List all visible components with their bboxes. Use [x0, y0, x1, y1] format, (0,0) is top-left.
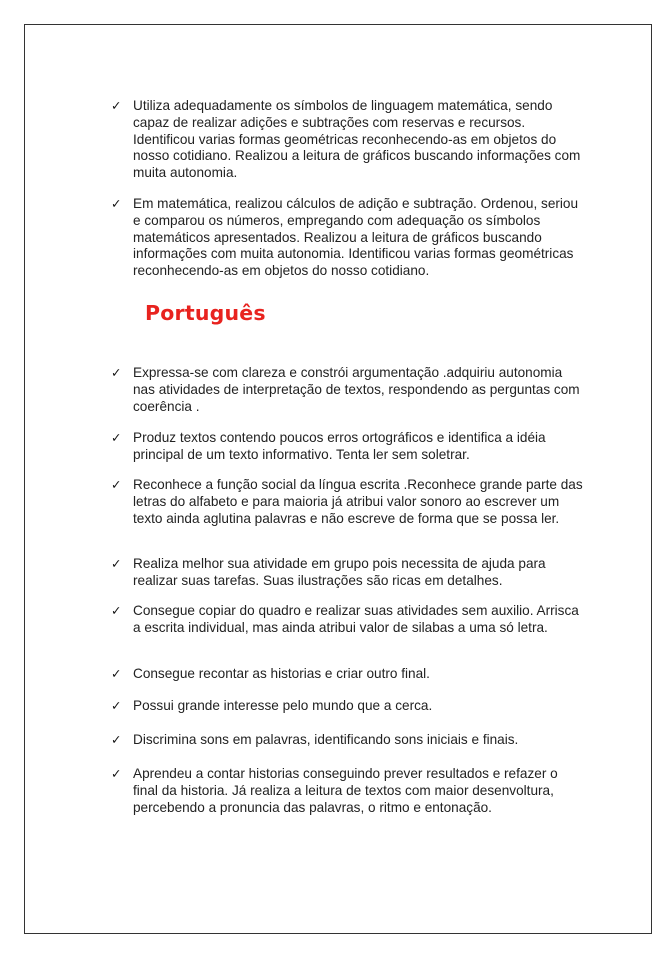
list-item-text: Expressa-se com clareza e constrói argumentação .adquiriu autonomia nas atividades de interpretação de textos, respondendo as perguntas com coerência . — [133, 365, 580, 414]
checkmark-icon: ✓ — [111, 603, 122, 618]
list-item — [111, 603, 583, 637]
document-page — [24, 24, 652, 934]
list-item-text: Realiza melhor sua atividade em grupo pois necessita de ajuda para realizar suas tarefas. Suas ilustrações são ricas em detalhes. — [133, 556, 546, 588]
list-item — [111, 196, 583, 280]
list-item — [111, 556, 583, 590]
checkmark-icon: ✓ — [111, 666, 122, 681]
checkmark-icon: ✓ — [111, 430, 122, 445]
checkmark-icon: ✓ — [111, 98, 122, 113]
checkmark-icon: ✓ — [111, 766, 122, 781]
list-item-text: Consegue copiar do quadro e realizar suas atividades sem auxilio. Arrisca a escrita individual, mas ainda atribui valor de silabas a uma só letra. — [133, 603, 579, 635]
list-item — [111, 477, 583, 527]
list-item-text: Utiliza adequadamente os símbolos de linguagem matemática, sendo capaz de realizar adições e subtrações com reservas e recursos. Identificou varias formas geométricas reconhecendo-as em objetos do nosso cotidiano. Realizou a leitura de gráficos buscando informações com muita autonomia. — [133, 98, 581, 181]
list-item-text: Consegue recontar as historias e criar outro final. — [133, 666, 430, 681]
list-item-text: Possui grande interesse pelo mundo que a cerca. — [133, 698, 433, 713]
list-item-text: Reconhece a função social da língua escrita .Reconhece grande parte das letras do alfabeto e para maioria já atribui valor sonoro ao escrever um texto ainda aglutina palavras e não escreve de forma que se possa ler. — [133, 477, 583, 526]
checkmark-icon: ✓ — [111, 196, 122, 211]
list-item-text: Em matemática, realizou cálculos de adição e subtração. Ordenou, seriou e comparou os números, empregando com adequação os símbolos matemáticos apresentados. Realizou a leitura de gráficos buscando informações com muita autonomia. Identificou varias formas geométricas reconhecendo-as em objetos do nosso cotidiano. — [133, 196, 579, 279]
list-item-text: Aprendeu a contar historias conseguindo prever resultados e refazer o final da historia. Já realiza a leitura de textos com maior desenvoltura, percebendo a pronuncia das palavras, o ritmo e entonação. — [133, 766, 558, 815]
checkmark-icon: ✓ — [111, 477, 122, 492]
list-item-text: Discrimina sons em palavras, identificando sons iniciais e finais. — [133, 732, 519, 747]
list-item — [111, 666, 583, 683]
document-content — [25, 25, 651, 933]
checkmark-icon: ✓ — [111, 732, 122, 747]
section-title-portugues: Português — [145, 301, 266, 325]
checkmark-icon: ✓ — [111, 365, 122, 380]
checkmark-icon: ✓ — [111, 556, 122, 571]
list-item — [111, 698, 583, 715]
list-item — [111, 766, 583, 816]
list-item — [111, 98, 583, 182]
list-item — [111, 732, 583, 749]
list-item — [111, 365, 583, 415]
checkmark-icon: ✓ — [111, 698, 122, 713]
list-item — [111, 430, 583, 464]
list-item-text: Produz textos contendo poucos erros ortográficos e identifica a idéia principal de um texto informativo. Tenta ler sem soletrar. — [133, 430, 546, 462]
